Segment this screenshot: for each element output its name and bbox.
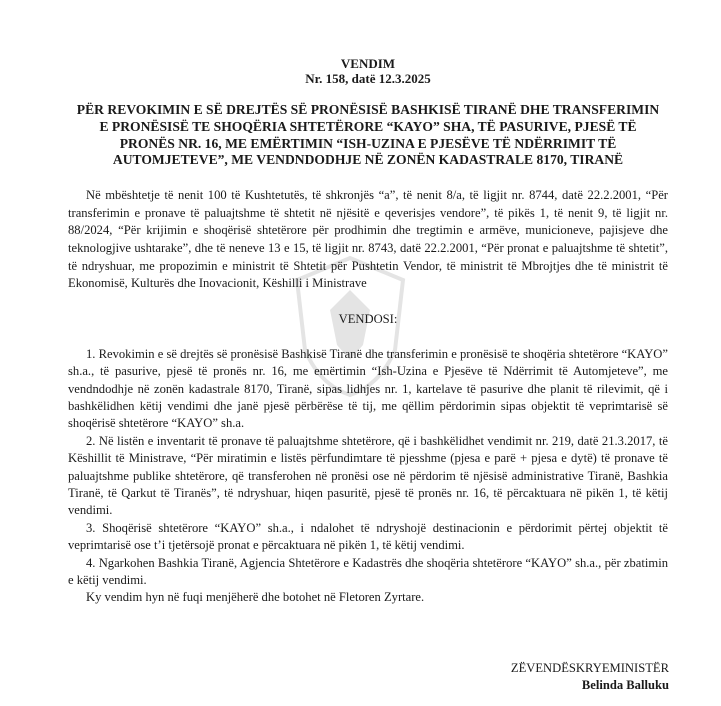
decision-item-3: 3. Shoqërisë shtetërore “KAYO” sh.a., i ndalohet të ndryshojë destinacionin e përdorimit përtej objektit të veprimtarisë ose t’i tjetërsojë pronat e përcaktuara në pikën 1, të këtij vendimi. <box>68 520 668 553</box>
document-title: VENDIM <box>340 56 396 71</box>
preamble-paragraph: Në mbështetje të nenit 100 të Kushtetutës, të shkronjës “a”, të nenit 8/a, të ligjit nr. 8744, datë 22.2.2001, “Për transferimin e pronave të paluajtshme të shtetit në njësitë e qeverisjes vendore”, të pikës 1, të nenit 9, të ligjit nr. 88/2024, “Për krijimin e shoqërisë shtetërore për prodhimin dhe tregtimin e armëve, municioneve, pajisjeve dhe teknologjive ushtarake”, dhe të neneve 13 e 15, të ligjit nr. 8743, datë 22.2.2001, “Për pronat e paluajtshme të shtetit”, të ndryshuar, me propozimin e ministrit të Shtetit për Pushtetin Vendor, të ministrit të Mbrojtjes dhe të ministrit të Ekonomisë, Kulturës dhe Inovacionit, Këshilli i Ministrave <box>68 188 668 291</box>
decision-heading: VENDOSI: <box>338 311 398 326</box>
closing-statement: Ky vendim hyn në fuqi menjëherë dhe botohet në Fletoren Zyrtare. <box>86 590 425 605</box>
document-page <box>68 56 668 607</box>
signature-block <box>511 660 669 694</box>
decision-items <box>68 346 668 607</box>
document-number: Nr. 158, datë 12.3.2025 <box>305 71 431 86</box>
decision-item-2: 2. Në listën e inventarit të pronave të paluajtshme shtetërore, që i bashkëlidhet vendimit nr. 219, datë 21.3.2017, të Këshillit të Ministrave, “Për miratimin e listës përfundimtare të pjesshme (pjesa e parë + pjesa e dytë) të pronave të paluajtshme publike shtetërore, që transferohen në pronësi ose në përdorim të njësisë administrative Tiranë, Bashkia Tiranë, të Qarkut të Tiranës”, të ndryshuar, hiqen pasuritë, pjesë të pronës nr. 16, të përcaktuara në pikën 1, të këtij vendimi. <box>68 433 668 518</box>
decision-item-4: 4. Ngarkohen Bashkia Tiranë, Agjencia Shtetërore e Kadastrës dhe shoqëria shtetërore “KAYO” sh.a., për zbatimin e këtij vendimi. <box>68 555 668 588</box>
signatory-title: ZËVENDËSKRYEMINISTËR <box>510 661 669 675</box>
document-subject: PËR REVOKIMIN E SË DREJTËS SË PRONËSISË BASHKISË TIRANË DHE TRANSFERIMIN E PRONËSISË TE SHOQËRIA SHTETËRORE “KAYO” SHA, TË PASURIVE, PJESË TË PRONËS NR. 16, ME EMËRTIMIN “ISH-UZINA E PJESËVE TË NDËRRIMIT TË AUTOMJETEVE”, ME VENDNDODHJE NË ZONËN KADASTRALE 8170, TIRANË <box>76 102 660 168</box>
signatory-name: Belinda Balluku <box>581 678 669 692</box>
decision-item-1: 1. Revokimin e së drejtës së pronësisë Bashkisë Tiranë dhe transferimin e pronësisë te shoqëria shtetërore “KAYO” sh.a., të pasurive, pjesë të pronës nr. 16, me emërtimin “Ish-Uzina e Pjesëve të Ndërrimit të Automjeteve”, me vendndodhje në zonën kadastrale 8170, Tiranë, sipas lidhjes nr. 1, kartelave të pasurive dhe planit të rilevimit, që i bashkëlidhen këtij vendimi dhe janë pjesë përbërëse të tij, me qëllim përdorimin sipas objektit të veprimtarisë së shoqërisë shtetërore “KAYO” sh.a. <box>68 346 668 431</box>
